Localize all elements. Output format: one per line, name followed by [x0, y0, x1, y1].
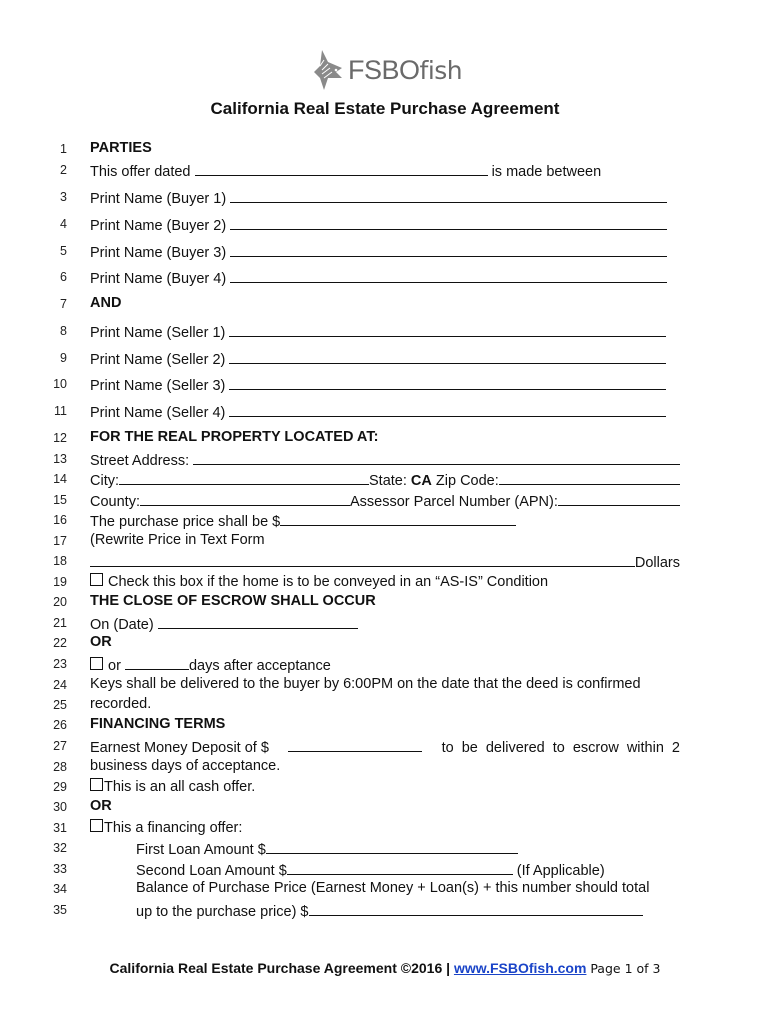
line-3: 3 Print Name (Buyer 1) [40, 188, 680, 209]
line-26: 26 FINANCING TERMS [40, 716, 680, 737]
first-loan-field[interactable] [266, 839, 518, 854]
line-number: 29 [53, 780, 67, 794]
line-number: 35 [53, 903, 67, 917]
line-29: 29 This is an all cash offer. [40, 778, 680, 799]
line-35: 35 up to the purchase price) $ [40, 901, 680, 922]
line-5: 5 Print Name (Buyer 3) [40, 242, 680, 263]
line-number: 22 [53, 636, 67, 650]
line-16: 16 The purchase price shall be $ [40, 511, 680, 532]
line-30: 30 OR [40, 798, 680, 819]
angelfish-icon [312, 48, 346, 92]
all-cash-checkbox[interactable] [90, 778, 103, 791]
close-date-field[interactable] [158, 614, 358, 629]
state-value: CA [410, 473, 432, 489]
line-2: 2 This offer dated is made between [40, 161, 680, 182]
line-23: 23 or days after acceptance [40, 655, 680, 676]
line-34: 34 Balance of Purchase Price (Earnest Money + Loan(s) + this number should total [40, 880, 680, 901]
logo-fsbo: FSBO [348, 54, 420, 85]
line-number: 32 [53, 841, 67, 855]
seller-1-name-field[interactable] [229, 322, 666, 337]
line-11: 11 Print Name (Seller 4) [40, 402, 680, 423]
seller-3-name-field[interactable] [229, 375, 666, 390]
zip-code-field[interactable] [499, 470, 680, 485]
line-number: 6 [60, 270, 67, 284]
price-text-field[interactable] [90, 552, 635, 567]
line-number: 13 [53, 452, 67, 466]
line-number: 12 [53, 431, 67, 445]
line-4: 4 Print Name (Buyer 2) [40, 215, 680, 236]
second-loan-field[interactable] [287, 860, 513, 875]
line-25: 25 recorded. [40, 696, 680, 717]
seller-2-name-field[interactable] [229, 349, 666, 364]
line-number: 26 [53, 718, 67, 732]
line-14: 14 City: State: CA Zip Code: [40, 470, 680, 491]
purchase-price-field[interactable] [280, 511, 516, 526]
line-number: 24 [53, 678, 67, 692]
fsbofish-link[interactable]: www.FSBOfish.com [453, 960, 587, 976]
city-field[interactable] [119, 470, 369, 485]
line-10: 10 Print Name (Seller 3) [40, 375, 680, 396]
line-number: 34 [53, 882, 67, 896]
days-count-field[interactable] [125, 655, 189, 670]
balance-field[interactable] [309, 901, 643, 916]
line-number: 18 [53, 554, 67, 568]
line-20: 20 THE CLOSE OF ESCROW SHALL OCCUR [40, 593, 680, 614]
line-number: 31 [53, 821, 67, 835]
line-15: 15 County: Assessor Parcel Number (APN): [40, 491, 680, 512]
line-number: 11 [54, 404, 67, 418]
line-6: 6 Print Name (Buyer 4) [40, 268, 680, 289]
line-number: 4 [60, 217, 67, 231]
line-19: 19 Check this box if the home is to be conveyed in an “AS-IS” Condition [40, 573, 680, 594]
line-number: 27 [53, 739, 67, 753]
line-number: 20 [53, 595, 67, 609]
buyer-2-name-field[interactable] [230, 215, 667, 230]
apn-field[interactable] [558, 491, 680, 506]
line-28: 28 business days of acceptance. [40, 758, 680, 779]
line-1 [40, 140, 680, 161]
footer-title: California Real Estate Purchase Agreement ©2016 | [109, 960, 451, 976]
line-number: 1 [60, 142, 67, 156]
line-7: 7 AND [40, 295, 680, 316]
line-number: 15 [53, 493, 67, 507]
buyer-1-name-field[interactable] [230, 188, 667, 203]
line-number: 8 [60, 324, 67, 338]
line-number: 7 [60, 297, 67, 311]
as-is-checkbox[interactable] [90, 573, 103, 586]
line-12: 12 FOR THE REAL PROPERTY LOCATED AT: [40, 429, 680, 450]
line-32: 32 First Loan Amount $ [40, 839, 680, 860]
line-number: 10 [53, 377, 67, 391]
line-number: 17 [53, 534, 67, 548]
section-parties: PARTIES [90, 140, 152, 156]
line-8: 8 Print Name (Seller 1) [40, 322, 680, 343]
line-number: 16 [53, 513, 67, 527]
page-footer [0, 960, 770, 976]
line-number: 19 [53, 575, 67, 589]
fsbofish-logo [312, 48, 462, 92]
line-13: 13 Street Address: [40, 450, 680, 471]
line-27: 27 Earnest Money Deposit of $ to be delivered to escrow within 2 [40, 737, 680, 758]
line-number: 25 [53, 698, 67, 712]
logo-fish: fish [419, 55, 463, 85]
line-number: 23 [53, 657, 67, 671]
buyer-4-name-field[interactable] [230, 268, 667, 283]
line-number: 3 [60, 190, 67, 204]
page-number: Page 1 of 3 [590, 961, 661, 976]
seller-4-name-field[interactable] [229, 402, 666, 417]
county-field[interactable] [140, 491, 350, 506]
line-number: 9 [60, 351, 67, 365]
financing-offer-checkbox[interactable] [90, 819, 103, 832]
line-24: 24 Keys shall be delivered to the buyer by 6:00PM on the date that the deed is confirmed [40, 676, 680, 697]
line-33: 33 Second Loan Amount $ (If Applicable) [40, 860, 680, 881]
street-address-field[interactable] [193, 450, 680, 465]
buyer-3-name-field[interactable] [230, 242, 667, 257]
page-title: California Real Estate Purchase Agreement [210, 99, 560, 118]
earnest-money-field[interactable] [288, 737, 422, 752]
days-after-checkbox[interactable] [90, 657, 103, 670]
offer-date-field[interactable] [195, 161, 488, 176]
line-number: 14 [53, 472, 67, 486]
line-18: 18 Dollars [40, 552, 680, 573]
line-9: 9 Print Name (Seller 2) [40, 349, 680, 370]
line-31: 31 This a financing offer: [40, 819, 680, 840]
line-17: 17 (Rewrite Price in Text Form [40, 532, 680, 553]
line-22: 22 OR [40, 634, 680, 655]
line-number: 28 [53, 760, 67, 774]
line-number: 30 [53, 800, 67, 814]
line-number: 5 [60, 244, 67, 258]
line-number: 21 [53, 616, 67, 630]
line-number: 2 [60, 163, 67, 177]
line-number: 33 [53, 862, 67, 876]
line-21: 21 On (Date) [40, 614, 680, 635]
